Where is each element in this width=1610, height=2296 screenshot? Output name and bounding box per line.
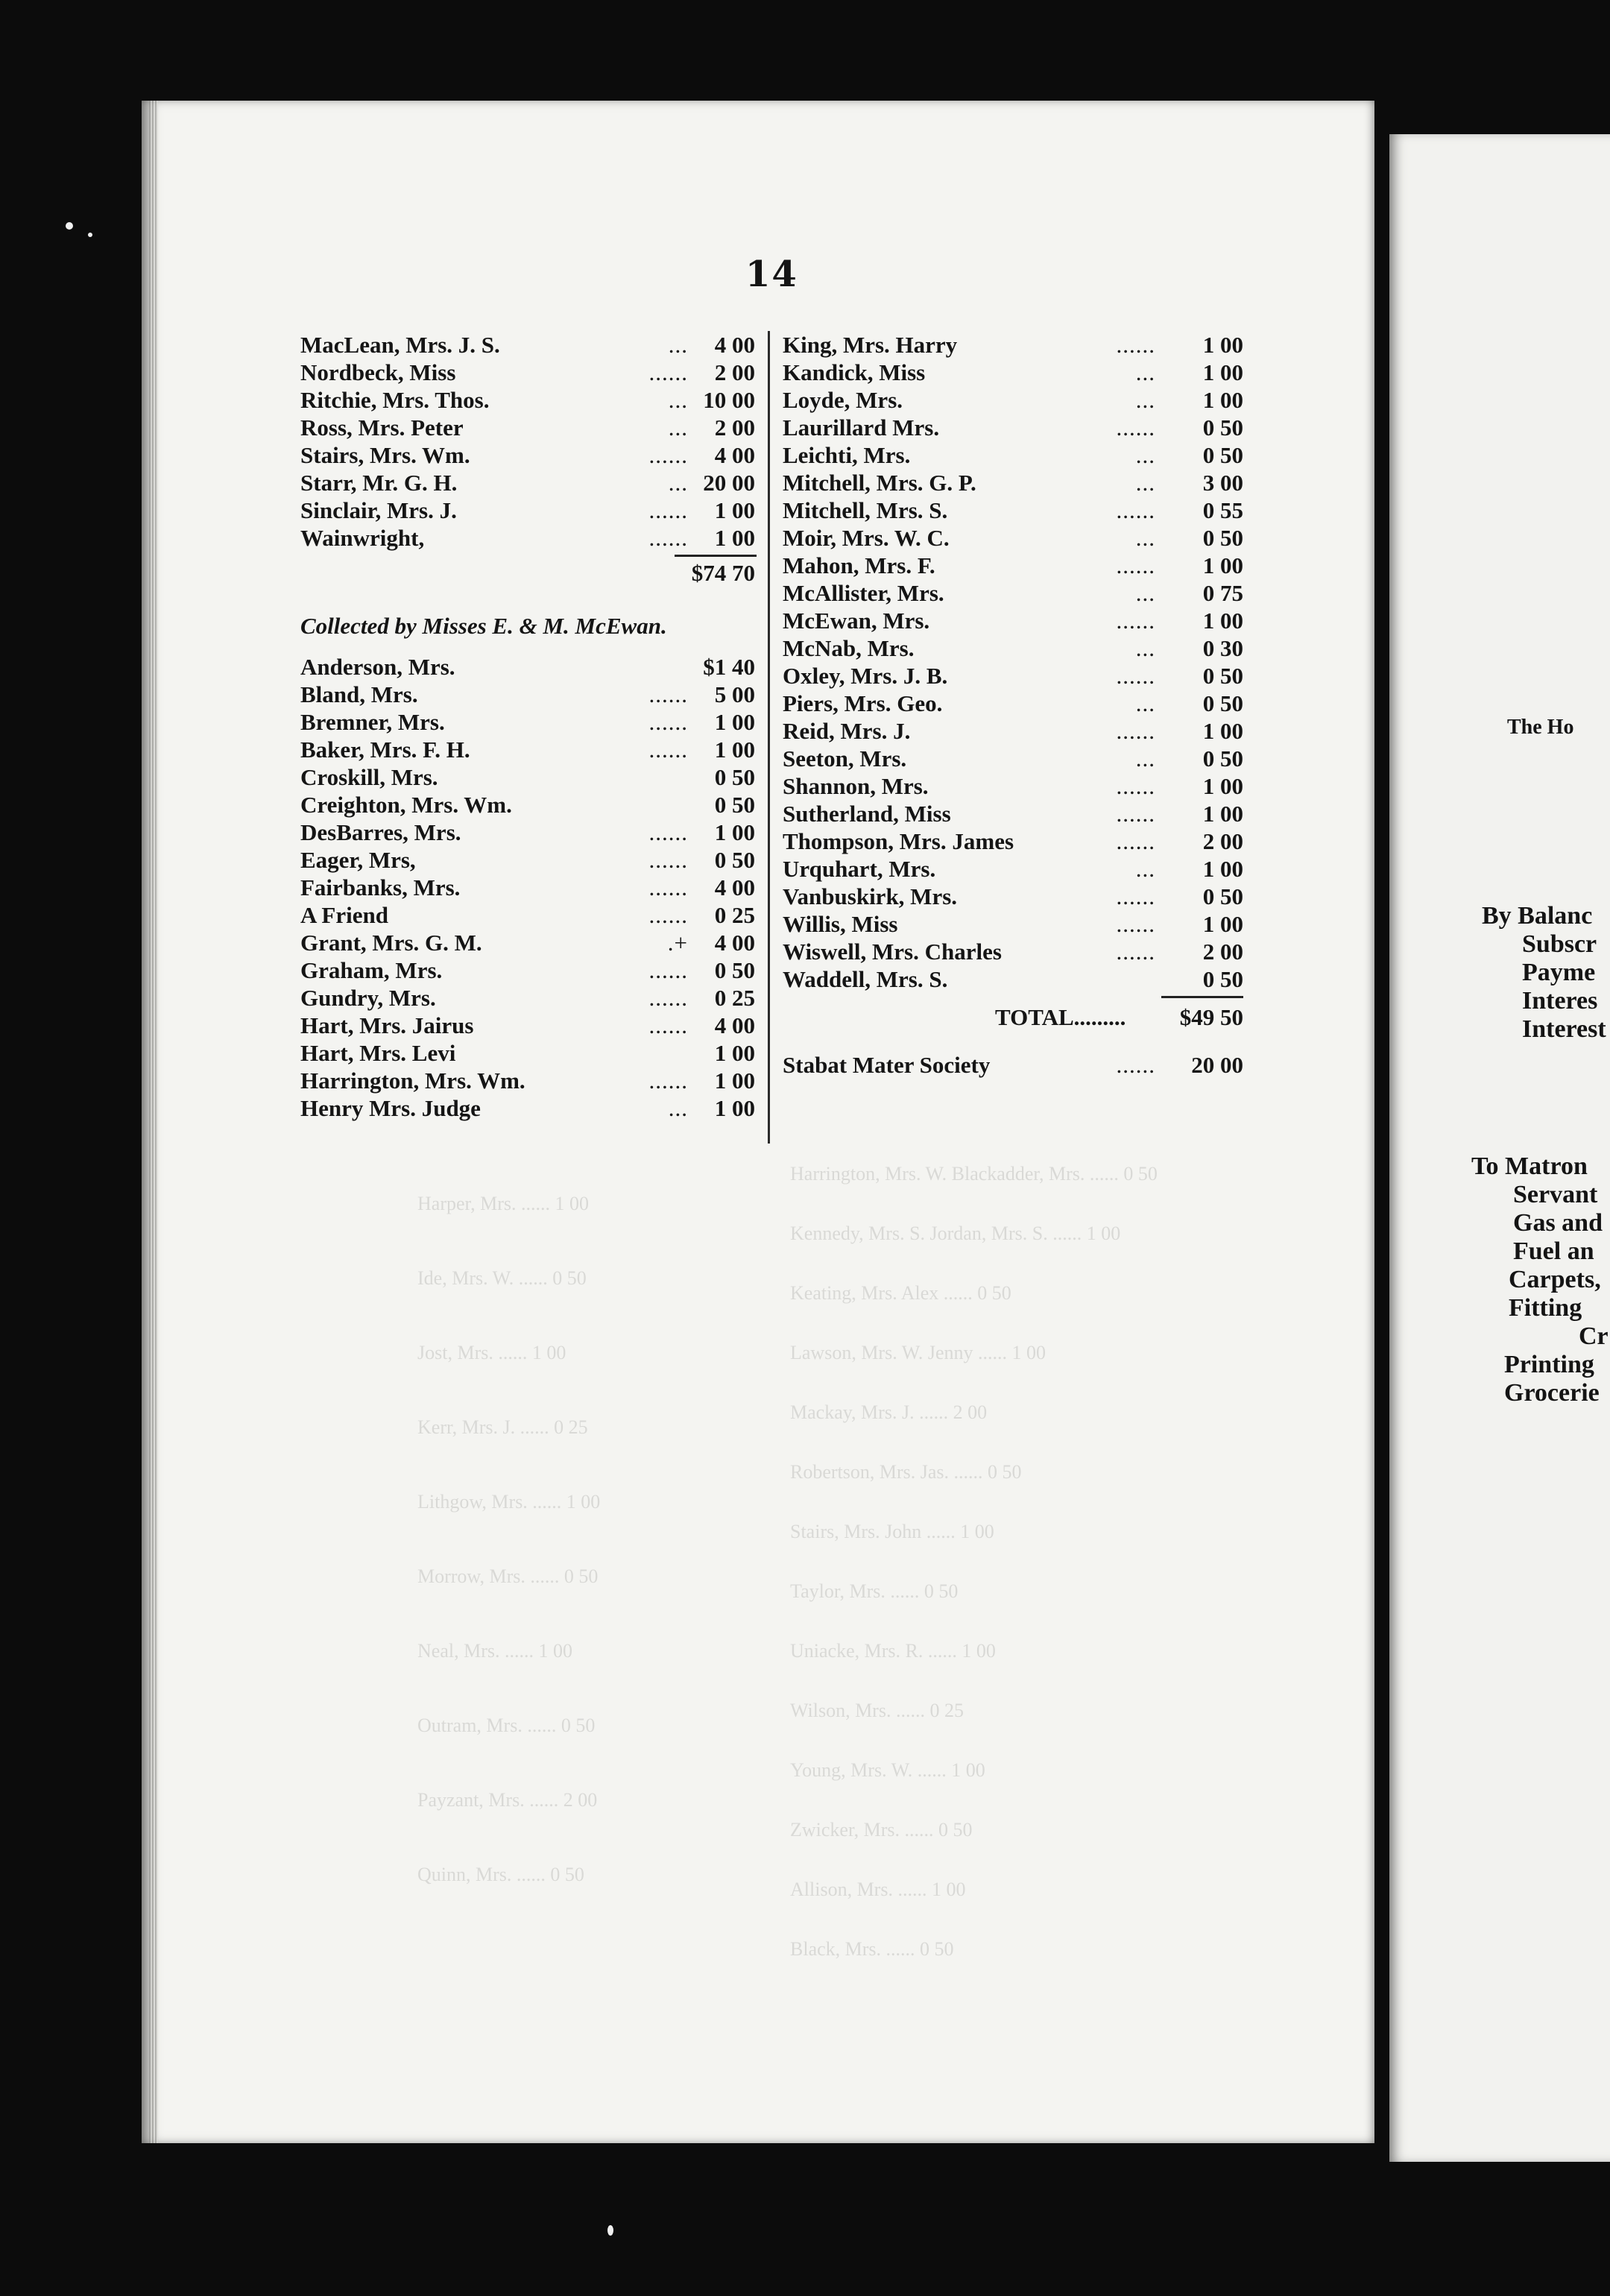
list-item: Graham, Mrs. ...... 0 50 bbox=[300, 957, 755, 983]
sum-rule bbox=[675, 555, 757, 557]
sum-rule-row bbox=[300, 552, 763, 559]
list-item: Mitchell, Mrs. G. P. ... 3 00 bbox=[783, 470, 1243, 496]
right-page bbox=[1389, 134, 1610, 2162]
list-item: Mitchell, Mrs. S. ...... 0 55 bbox=[783, 497, 1243, 523]
subtotal: $74 70 bbox=[691, 560, 755, 586]
sum-rule bbox=[1161, 996, 1243, 998]
total-label: TOTAL......... bbox=[995, 1004, 1126, 1030]
list-item: Anderson, Mrs. $1 40 bbox=[300, 654, 755, 680]
list-item: Urquhart, Mrs. ... 1 00 bbox=[783, 856, 1243, 882]
scan-speck bbox=[607, 2225, 613, 2236]
collected-heading: Collected by Misses E. & M. McEwan. bbox=[300, 613, 667, 639]
to-line: Servant bbox=[1513, 1181, 1598, 1208]
to-line: Fitting bbox=[1509, 1294, 1582, 1322]
by-line: Interest bbox=[1522, 1015, 1606, 1043]
list-item: Baker, Mrs. F. H. ...... 1 00 bbox=[300, 737, 755, 763]
by-line: Subscr bbox=[1522, 930, 1597, 958]
list-item: Laurillard Mrs. ...... 0 50 bbox=[783, 414, 1243, 441]
list-item: Fairbanks, Mrs. ...... 4 00 bbox=[300, 874, 755, 901]
sum-rule-row bbox=[783, 993, 1245, 1003]
list-item: Leichti, Mrs. ... 0 50 bbox=[783, 442, 1243, 468]
list-item: Eager, Mrs, ...... 0 50 bbox=[300, 847, 755, 873]
list-item: Oxley, Mrs. J. B. ...... 0 50 bbox=[783, 663, 1243, 689]
spacer bbox=[300, 640, 763, 653]
list-item: Harrington, Mrs. Wm. ...... 1 00 bbox=[300, 1067, 755, 1094]
list-item: Hart, Mrs. Levi 1 00 bbox=[300, 1040, 755, 1066]
list-item: Bland, Mrs. ...... 5 00 bbox=[300, 681, 755, 707]
list-item: King, Mrs. Harry ...... 1 00 bbox=[783, 332, 1243, 358]
list-item: Ross, Mrs. Peter ... 2 00 bbox=[300, 414, 755, 441]
list-item: Gundry, Mrs. ...... 0 25 bbox=[300, 985, 755, 1011]
total-amount: $49 50 bbox=[1179, 1004, 1243, 1030]
list-item: Vanbuskirk, Mrs. ...... 0 50 bbox=[783, 883, 1243, 909]
left-column bbox=[300, 331, 763, 1122]
list-item: MacLean, Mrs. J. S. ... 4 00 bbox=[300, 332, 755, 358]
to-line: Printing bbox=[1504, 1351, 1594, 1378]
list-item: Seeton, Mrs. ... 0 50 bbox=[783, 745, 1243, 772]
to-line: Carpets, bbox=[1509, 1266, 1601, 1293]
right-page-heading: The Ho bbox=[1507, 716, 1574, 739]
to-line: Grocerie bbox=[1504, 1379, 1600, 1407]
right-column bbox=[783, 331, 1245, 1079]
by-line: By Balanc bbox=[1482, 902, 1593, 930]
column-divider bbox=[768, 331, 770, 1144]
list-item: McEwan, Mrs. ...... 1 00 bbox=[783, 608, 1243, 634]
list-item: Kandick, Miss ... 1 00 bbox=[783, 359, 1243, 385]
list-item: Loyde, Mrs. ... 1 00 bbox=[783, 387, 1243, 413]
list-item: Bremner, Mrs. ...... 1 00 bbox=[300, 709, 755, 735]
list-item: Willis, Miss ...... 1 00 bbox=[783, 911, 1243, 937]
to-line: Fuel an bbox=[1513, 1237, 1594, 1265]
list-item: Thompson, Mrs. James ...... 2 00 bbox=[783, 828, 1243, 854]
list-item: Wainwright, ...... 1 00 bbox=[300, 525, 755, 551]
spacer bbox=[300, 587, 763, 612]
to-line: Cr bbox=[1579, 1322, 1609, 1350]
list-item: Waddell, Mrs. S. 0 50 bbox=[783, 966, 1243, 992]
list-item: Starr, Mr. G. H. ... 20 00 bbox=[300, 470, 755, 496]
list-item: Stairs, Mrs. Wm. ...... 4 00 bbox=[300, 442, 755, 468]
scan-speck bbox=[88, 233, 92, 237]
scan-speck bbox=[66, 222, 73, 230]
list-item: Ritchie, Mrs. Thos. ... 10 00 bbox=[300, 387, 755, 413]
list-item: Reid, Mrs. J. ...... 1 00 bbox=[783, 718, 1243, 744]
list-item: Shannon, Mrs. ...... 1 00 bbox=[783, 773, 1243, 799]
stabat-mater-row: Stabat Mater Society ...... 20 00 bbox=[783, 1052, 1243, 1078]
by-line: Interes bbox=[1522, 987, 1598, 1015]
list-item: Creighton, Mrs. Wm. 0 50 bbox=[300, 792, 755, 818]
list-item: Nordbeck, Miss ...... 2 00 bbox=[300, 359, 755, 385]
list-item: Wiswell, Mrs. Charles ...... 2 00 bbox=[783, 939, 1243, 965]
page-number: 14 bbox=[745, 253, 798, 295]
list-item: Hart, Mrs. Jairus ...... 4 00 bbox=[300, 1012, 755, 1038]
list-item: Moir, Mrs. W. C. ... 0 50 bbox=[783, 525, 1243, 551]
subtotal-row bbox=[300, 559, 763, 587]
to-line: To Matron bbox=[1471, 1152, 1588, 1180]
list-item: Henry Mrs. Judge ... 1 00 bbox=[300, 1095, 755, 1121]
list-item: Sutherland, Miss ...... 1 00 bbox=[783, 801, 1243, 827]
list-item: McAllister, Mrs. ... 0 75 bbox=[783, 580, 1243, 606]
list-item: McNab, Mrs. ... 0 30 bbox=[783, 635, 1243, 661]
page-edge bbox=[149, 101, 158, 2143]
by-line: Payme bbox=[1522, 959, 1596, 986]
to-line: Gas and bbox=[1513, 1209, 1603, 1237]
list-item: Sinclair, Mrs. J. ...... 1 00 bbox=[300, 497, 755, 523]
list-item: Croskill, Mrs. 0 50 bbox=[300, 764, 755, 790]
list-item: Piers, Mrs. Geo. ... 0 50 bbox=[783, 690, 1243, 716]
list-item: Grant, Mrs. G. M. .+ 4 00 bbox=[300, 930, 755, 956]
list-item: Mahon, Mrs. F. ...... 1 00 bbox=[783, 552, 1243, 578]
list-item: A Friend ...... 0 25 bbox=[300, 902, 755, 928]
spacer bbox=[783, 1036, 1245, 1051]
list-item: DesBarres, Mrs. ...... 1 00 bbox=[300, 819, 755, 845]
total-row bbox=[783, 1003, 1245, 1036]
